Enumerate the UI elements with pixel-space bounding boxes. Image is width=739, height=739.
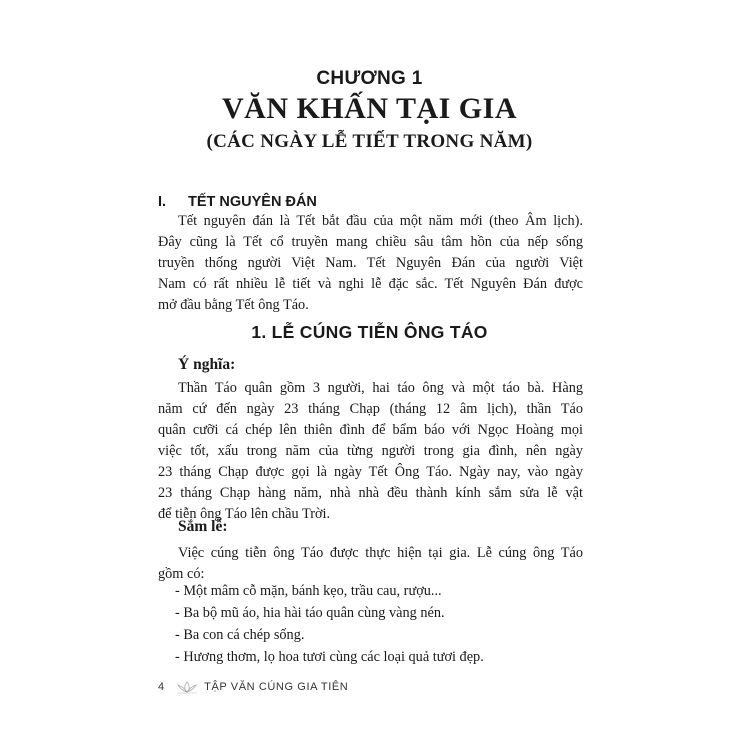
offering-list [175, 580, 484, 668]
chapter-title: VĂN KHẤN TẠI GIA [222, 92, 517, 125]
paragraph-line: việc tốt, xấu trong năm của từng người trong gia đình, nên ngày [158, 443, 583, 459]
prep-label: Sắm lễ: [178, 518, 228, 535]
subsection-title: 1. LỄ CÚNG TIỄN ÔNG TÁO [251, 322, 488, 342]
paragraph-line: truyền thống người Việt Nam. Tết Nguyên Đán của người Việt [158, 255, 583, 271]
intro-paragraph [158, 211, 583, 316]
paragraph-line: năm cứ đến ngày 23 tháng Chạp (tháng 12 âm lịch), thần Táo [158, 401, 583, 417]
book-title: TẬP VĂN CÚNG GIA TIÊN [204, 681, 349, 693]
list-item: - Ba con cá chép sống. [175, 627, 305, 643]
paragraph-line: quân cưỡi cá chép lên thiên đình để bẩm báo với Ngọc Hoàng mọi [158, 422, 583, 438]
paragraph-line: mở đầu bằng Tết ông Táo. [158, 297, 309, 313]
page-number: 4 [158, 680, 165, 693]
paragraph-line: 23 tháng Chạp hàng năm, nhà nhà đều thành kính sắm sửa lễ vật [158, 485, 583, 501]
section-title: TẾT NGUYÊN ĐÁN [188, 194, 317, 210]
paragraph-line: gồm có: [158, 566, 205, 582]
section-number: I. [158, 194, 167, 210]
paragraph-line: Nam có rất nhiều lễ tiết và nghi lễ đặc sắc. Tết Nguyên Đán được [158, 276, 583, 292]
paragraph-line: Đây cũng là Tết cổ truyền mang chiều sâu tâm hồn của nếp sống [158, 234, 583, 250]
chapter-subtitle: (CÁC NGÀY LỄ TIẾT TRONG NĂM) [206, 131, 533, 152]
meaning-paragraph [158, 378, 583, 525]
list-item: - Hương thơm, lọ hoa tươi cùng các loại quả tươi đẹp. [175, 649, 484, 665]
section-heading [158, 194, 317, 210]
page-footer [158, 680, 348, 694]
lotus-ornament-icon [175, 680, 199, 694]
meaning-label: Ý nghĩa: [178, 356, 236, 373]
paragraph-line: để tiễn ông Táo lên chầu Trời. [158, 506, 331, 522]
paragraph-line: Thần Táo quân gồm 3 người, hai táo ông và một táo bà. Hàng [178, 380, 583, 396]
paragraph-line: Tết nguyên đán là Tết bắt đầu của một năm mới (theo Âm lịch). [178, 213, 583, 229]
list-item: - Ba bộ mũ áo, hia hài táo quân cùng vàng nén. [175, 605, 445, 621]
paragraph-line: Việc cúng tiễn ông Táo được thực hiện tại gia. Lễ cúng ông Táo [178, 545, 583, 561]
paragraph-line: 23 tháng Chạp được gọi là ngày Tết Ông Táo. Ngày nay, vào ngày [158, 464, 583, 480]
list-item: - Một mâm cỗ mặn, bánh kẹo, trầu cau, rượu... [175, 583, 442, 599]
chapter-label: CHƯƠNG 1 [316, 68, 423, 89]
prep-paragraph [158, 543, 583, 585]
